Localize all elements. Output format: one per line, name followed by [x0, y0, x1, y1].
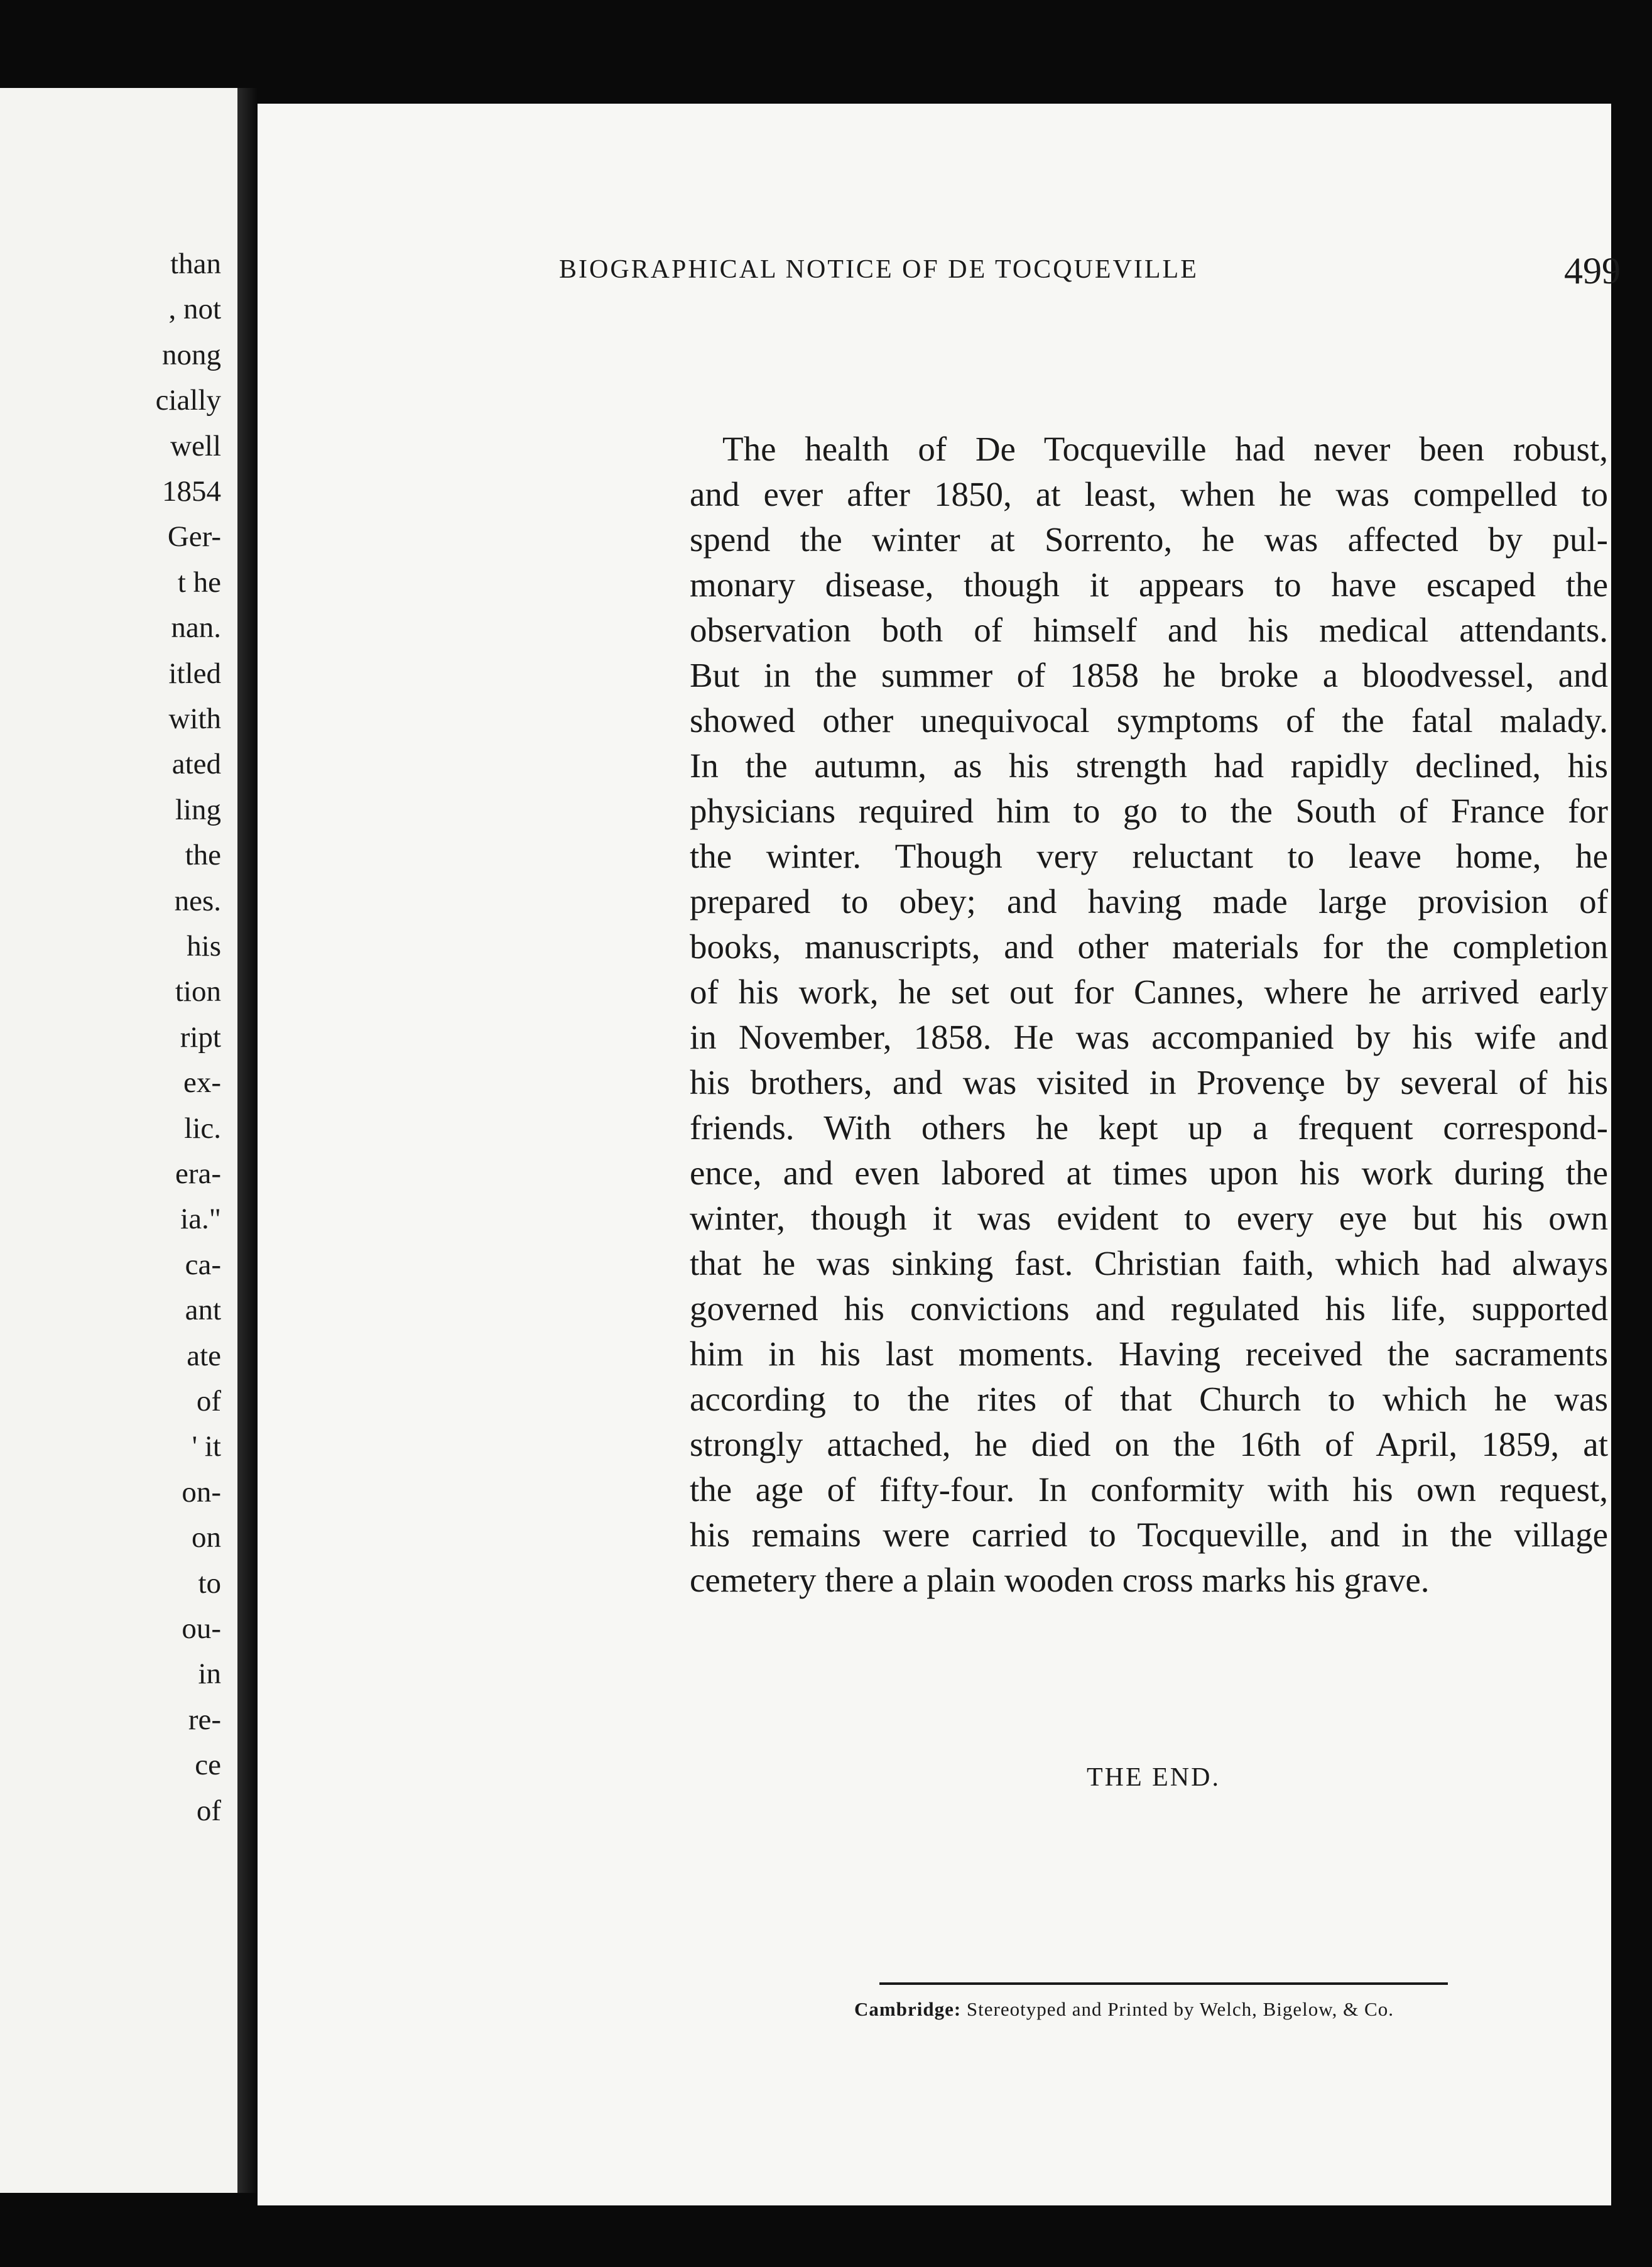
text-line: In the autumn, as his strength had rapidly declined, his: [690, 746, 1608, 785]
text-line: the winter. Though very reluctant to leave home, he: [690, 837, 1608, 875]
facing-page-fragment: Ger-: [167, 520, 221, 554]
text-line: The health of De Tocqueville had never been robust,: [722, 430, 1608, 468]
text-line: physicians required him to go to the South of France for: [690, 792, 1608, 830]
text-line: prepared to obey; and having made large provision of: [690, 882, 1608, 920]
text-line: of his work, he set out for Cannes, where he arrived early: [690, 973, 1608, 1011]
running-title: BIOGRAPHICAL NOTICE OF DE TOCQUEVILLE: [559, 255, 1198, 284]
text-line: the age of fifty-four. In conformity with his own request,: [690, 1470, 1608, 1509]
text-line: observation both of himself and his medical attendants.: [690, 611, 1608, 649]
printer-imprint: [854, 1998, 1394, 2021]
text-line: him in his last moments. Having received the sacraments: [690, 1335, 1608, 1373]
facing-page-fragment: ript: [180, 1020, 221, 1054]
facing-page-fragment: his: [187, 930, 221, 963]
facing-page-fragment: nong: [162, 338, 221, 371]
facing-page-fragment: nes.: [174, 884, 221, 917]
facing-page-fragment: lic.: [184, 1112, 221, 1145]
imprint-rule: [879, 1982, 1448, 1985]
facing-page-fragment: ate: [187, 1339, 221, 1372]
book-gutter: [237, 88, 258, 2193]
facing-page-fragment: on-: [182, 1475, 221, 1509]
facing-page-fragment: tion: [175, 975, 221, 1008]
facing-page-edge: [0, 88, 237, 2193]
text-line: in November, 1858. He was accompanied by his wife and: [690, 1018, 1608, 1056]
facing-page-fragment: ling: [175, 793, 221, 826]
text-line: monary disease, though it appears to have escaped the: [690, 565, 1608, 604]
facing-page-fragment: to: [198, 1566, 221, 1600]
facing-page-fragment: t he: [177, 565, 221, 599]
facing-page-fragment: ce: [195, 1749, 221, 1782]
imprint-text: Stereotyped and Printed by Welch, Bigelow, & Co.: [966, 1998, 1394, 2020]
facing-page-fragment: 1854: [162, 475, 221, 508]
facing-page-fragment: era-: [175, 1157, 221, 1190]
facing-page-fragment: in: [198, 1658, 221, 1691]
text-line: according to the rites of that Church to which he was: [690, 1380, 1608, 1418]
facing-page-fragment: with: [168, 702, 221, 735]
facing-page-fragment: re-: [188, 1703, 221, 1736]
facing-page-fragment: , not: [168, 293, 221, 326]
facing-page-fragment: ant: [185, 1294, 221, 1327]
text-line: cemetery there a plain wooden cross marks his grave.: [690, 1561, 1430, 1599]
page-number: 499: [1564, 250, 1621, 292]
facing-page-fragment: ex-: [183, 1066, 221, 1100]
text-line: spend the winter at Sorrento, he was affected by pul-: [690, 520, 1608, 559]
text-line: friends. With others he kept up a frequent correspond-: [690, 1108, 1608, 1147]
text-line: governed his convictions and regulated his life, supported: [690, 1289, 1608, 1328]
text-line: his brothers, and was visited in Provençe by several of his: [690, 1063, 1608, 1101]
imprint-place: Cambridge:: [854, 1998, 962, 2020]
facing-page-fragment: ou-: [182, 1612, 221, 1645]
facing-page-fragment: the: [185, 839, 221, 872]
text-line: showed other unequivocal symptoms of the fatal malady.: [690, 701, 1608, 740]
text-line: his remains were carried to Tocqueville, and in the village: [690, 1516, 1608, 1554]
text-line: But in the summer of 1858 he broke a bloodvessel, and: [690, 656, 1608, 694]
facing-page-fragment: on: [192, 1521, 221, 1554]
body-text: [690, 427, 1608, 1603]
facing-page-fragment: ia.": [180, 1203, 221, 1236]
facing-page-fragment: cially: [155, 384, 221, 417]
facing-page-fragment: of: [196, 1794, 221, 1827]
page: [258, 104, 1621, 2205]
facing-page-fragment: itled: [168, 657, 221, 690]
facing-page-fragment: of: [196, 1385, 221, 1418]
text-line: ence, and even labored at times upon his work during the: [690, 1154, 1608, 1192]
the-end: THE END.: [1087, 1763, 1220, 1792]
text-line: winter, though it was evident to every eye but his own: [690, 1199, 1608, 1237]
facing-page-fragment: than: [170, 248, 221, 280]
facing-page-fragment: well: [170, 429, 221, 462]
facing-page-fragment: ca-: [185, 1248, 221, 1281]
facing-page-fragment: ated: [171, 748, 221, 781]
text-line: strongly attached, he died on the 16th of April, 1859, at: [690, 1425, 1608, 1463]
text-line: and ever after 1850, at least, when he was compelled to: [690, 475, 1608, 513]
facing-page-fragment: ' it: [192, 1430, 221, 1463]
text-line: books, manuscripts, and other materials for the completion: [690, 927, 1608, 966]
facing-page-fragment: nan.: [171, 611, 221, 645]
text-line: that he was sinking fast. Christian faith, which had always: [690, 1244, 1608, 1282]
